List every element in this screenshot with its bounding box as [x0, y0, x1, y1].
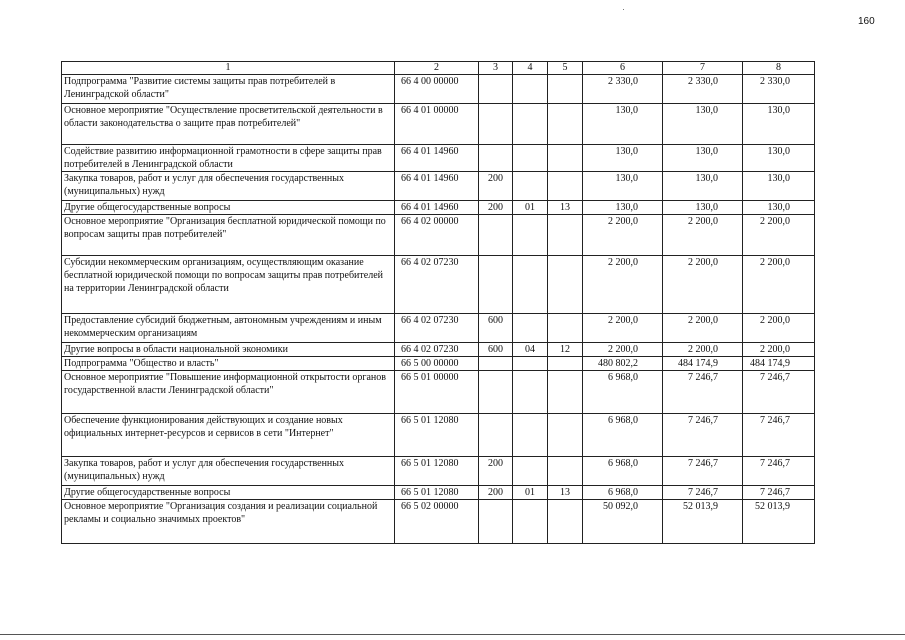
row-section-cell	[513, 457, 548, 486]
row-code-cell: 66 5 02 00000	[395, 500, 479, 544]
row-section-cell: 01	[513, 201, 548, 215]
row-value-8-cell: 2 200,0	[743, 314, 815, 343]
row-expense-type-cell	[479, 215, 513, 256]
column-header-2: 2	[395, 62, 479, 75]
row-subsection-cell: 13	[548, 486, 583, 500]
row-code-cell: 66 5 01 12080	[395, 486, 479, 500]
row-expense-type-cell: 600	[479, 343, 513, 357]
row-name-cell: Субсидии некоммерческим организациям, осуществляющим оказание бесплатной юридической помощи по вопросам защиты прав потребителей на территории Ленинградской области	[62, 256, 395, 314]
column-header-1: 1	[62, 62, 395, 75]
row-name-cell: Закупка товаров, работ и услуг для обеспечения государственных (муниципальных) нужд	[62, 457, 395, 486]
row-value-8-cell: 130,0	[743, 172, 815, 201]
row-section-cell: 01	[513, 486, 548, 500]
row-subsection-cell: 13	[548, 201, 583, 215]
row-value-7-cell: 7 246,7	[663, 457, 743, 486]
row-code-cell: 66 4 02 07230	[395, 343, 479, 357]
row-name-cell: Закупка товаров, работ и услуг для обеспечения государственных (муниципальных) нужд	[62, 172, 395, 201]
column-header-7: 7	[663, 62, 743, 75]
table-row	[62, 75, 815, 104]
table-row	[62, 201, 815, 215]
column-header-5: 5	[548, 62, 583, 75]
row-value-6-cell: 50 092,0	[583, 500, 663, 544]
column-header-3: 3	[479, 62, 513, 75]
row-expense-type-cell: 200	[479, 486, 513, 500]
row-value-8-cell: 7 246,7	[743, 414, 815, 457]
row-value-7-cell: 7 246,7	[663, 486, 743, 500]
row-section-cell	[513, 75, 548, 104]
table-row	[62, 145, 815, 172]
row-name-cell: Другие общегосударственные вопросы	[62, 201, 395, 215]
row-section-cell: 04	[513, 343, 548, 357]
row-code-cell: 66 4 00 00000	[395, 75, 479, 104]
table-row	[62, 172, 815, 201]
row-value-8-cell: 484 174,9	[743, 357, 815, 371]
scan-speck	[623, 9, 624, 10]
row-code-cell: 66 4 02 00000	[395, 215, 479, 256]
row-expense-type-cell: 200	[479, 201, 513, 215]
row-name-cell: Обеспечение функционирования действующих и создание новых официальных интернет-ресурсов и сервисов в сети "Интернет"	[62, 414, 395, 457]
row-value-6-cell: 6 968,0	[583, 486, 663, 500]
row-code-cell: 66 4 01 00000	[395, 104, 479, 145]
row-section-cell	[513, 172, 548, 201]
row-code-cell: 66 5 01 12080	[395, 457, 479, 486]
row-section-cell	[513, 357, 548, 371]
row-value-7-cell: 2 200,0	[663, 314, 743, 343]
table-row	[62, 457, 815, 486]
column-header-8: 8	[743, 62, 815, 75]
row-subsection-cell: 12	[548, 343, 583, 357]
row-name-cell: Подпрограмма "Общество и власть"	[62, 357, 395, 371]
row-value-8-cell: 2 200,0	[743, 256, 815, 314]
page-bottom-edge-line	[0, 634, 905, 635]
row-code-cell: 66 4 01 14960	[395, 172, 479, 201]
row-name-cell: Содействие развитию информационной грамотности в сфере защиты прав потребителей в Ленинградской области	[62, 145, 395, 172]
row-section-cell	[513, 414, 548, 457]
row-value-6-cell: 2 200,0	[583, 256, 663, 314]
table-row	[62, 371, 815, 414]
row-value-6-cell: 130,0	[583, 145, 663, 172]
row-value-7-cell: 7 246,7	[663, 371, 743, 414]
row-code-cell: 66 4 02 07230	[395, 256, 479, 314]
row-expense-type-cell: 200	[479, 172, 513, 201]
row-expense-type-cell	[479, 104, 513, 145]
row-section-cell	[513, 104, 548, 145]
table-row	[62, 256, 815, 314]
row-expense-type-cell	[479, 145, 513, 172]
row-value-8-cell: 2 200,0	[743, 215, 815, 256]
row-name-cell: Основное мероприятие "Организация бесплатной юридической помощи по вопросам защиты прав потребителей"	[62, 215, 395, 256]
row-subsection-cell	[548, 357, 583, 371]
column-header-4: 4	[513, 62, 548, 75]
row-code-cell: 66 4 01 14960	[395, 201, 479, 215]
row-name-cell: Подпрограмма "Развитие системы защиты прав потребителей в Ленинградской области"	[62, 75, 395, 104]
row-value-7-cell: 130,0	[663, 201, 743, 215]
row-value-6-cell: 6 968,0	[583, 457, 663, 486]
row-value-7-cell: 130,0	[663, 104, 743, 145]
row-value-6-cell: 2 200,0	[583, 314, 663, 343]
row-value-7-cell: 2 330,0	[663, 75, 743, 104]
row-expense-type-cell	[479, 414, 513, 457]
row-code-cell: 66 5 01 12080	[395, 414, 479, 457]
row-expense-type-cell	[479, 357, 513, 371]
row-section-cell	[513, 256, 548, 314]
table-row	[62, 104, 815, 145]
row-code-cell: 66 4 01 14960	[395, 145, 479, 172]
row-value-6-cell: 130,0	[583, 104, 663, 145]
row-value-8-cell: 7 246,7	[743, 486, 815, 500]
row-value-6-cell: 480 802,2	[583, 357, 663, 371]
row-value-7-cell: 2 200,0	[663, 343, 743, 357]
column-number-header	[62, 62, 815, 75]
row-value-6-cell: 6 968,0	[583, 371, 663, 414]
row-expense-type-cell: 200	[479, 457, 513, 486]
row-section-cell	[513, 215, 548, 256]
row-value-8-cell: 130,0	[743, 201, 815, 215]
table-row	[62, 215, 815, 256]
row-value-6-cell: 2 200,0	[583, 343, 663, 357]
row-value-7-cell: 7 246,7	[663, 414, 743, 457]
row-value-8-cell: 52 013,9	[743, 500, 815, 544]
row-subsection-cell	[548, 314, 583, 343]
row-section-cell	[513, 500, 548, 544]
row-subsection-cell	[548, 145, 583, 172]
row-name-cell: Основное мероприятие "Осуществление просветительской деятельности в области законодательства о защите прав потребителей"	[62, 104, 395, 145]
table-row	[62, 486, 815, 500]
row-section-cell	[513, 371, 548, 414]
row-name-cell: Другие общегосударственные вопросы	[62, 486, 395, 500]
row-value-8-cell: 7 246,7	[743, 457, 815, 486]
row-value-6-cell: 130,0	[583, 201, 663, 215]
row-subsection-cell	[548, 75, 583, 104]
row-value-7-cell: 130,0	[663, 145, 743, 172]
table-row	[62, 357, 815, 371]
row-expense-type-cell	[479, 371, 513, 414]
row-expense-type-cell	[479, 75, 513, 104]
row-expense-type-cell: 600	[479, 314, 513, 343]
row-expense-type-cell	[479, 256, 513, 314]
row-value-8-cell: 130,0	[743, 104, 815, 145]
row-section-cell	[513, 145, 548, 172]
row-subsection-cell	[548, 215, 583, 256]
row-value-8-cell: 2 330,0	[743, 75, 815, 104]
row-subsection-cell	[548, 500, 583, 544]
table-row	[62, 414, 815, 457]
row-name-cell: Другие вопросы в области национальной экономики	[62, 343, 395, 357]
row-value-7-cell: 52 013,9	[663, 500, 743, 544]
row-subsection-cell	[548, 457, 583, 486]
row-subsection-cell	[548, 414, 583, 457]
row-value-6-cell: 2 200,0	[583, 215, 663, 256]
row-value-6-cell: 130,0	[583, 172, 663, 201]
row-value-8-cell: 2 200,0	[743, 343, 815, 357]
row-section-cell	[513, 314, 548, 343]
table-row	[62, 343, 815, 357]
row-value-7-cell: 484 174,9	[663, 357, 743, 371]
row-subsection-cell	[548, 104, 583, 145]
row-subsection-cell	[548, 256, 583, 314]
row-subsection-cell	[548, 172, 583, 201]
row-name-cell: Основное мероприятие "Организация создания и реализации социальной рекламы и социально значимых проектов"	[62, 500, 395, 544]
row-code-cell: 66 5 00 00000	[395, 357, 479, 371]
row-code-cell: 66 5 01 00000	[395, 371, 479, 414]
row-value-7-cell: 130,0	[663, 172, 743, 201]
row-value-8-cell: 130,0	[743, 145, 815, 172]
row-name-cell: Предоставление субсидий бюджетным, автономным учреждениям и иным некоммерческим организациям	[62, 314, 395, 343]
row-value-6-cell: 6 968,0	[583, 414, 663, 457]
row-value-7-cell: 2 200,0	[663, 256, 743, 314]
row-code-cell: 66 4 02 07230	[395, 314, 479, 343]
row-expense-type-cell	[479, 500, 513, 544]
budget-table	[61, 61, 815, 544]
row-value-7-cell: 2 200,0	[663, 215, 743, 256]
column-header-6: 6	[583, 62, 663, 75]
row-name-cell: Основное мероприятие "Повышение информационной открытости органов государственной власти Ленинградской области"	[62, 371, 395, 414]
row-value-6-cell: 2 330,0	[583, 75, 663, 104]
table-row	[62, 500, 815, 544]
table-row	[62, 314, 815, 343]
page-number: 160	[858, 16, 875, 27]
row-value-8-cell: 7 246,7	[743, 371, 815, 414]
row-subsection-cell	[548, 371, 583, 414]
